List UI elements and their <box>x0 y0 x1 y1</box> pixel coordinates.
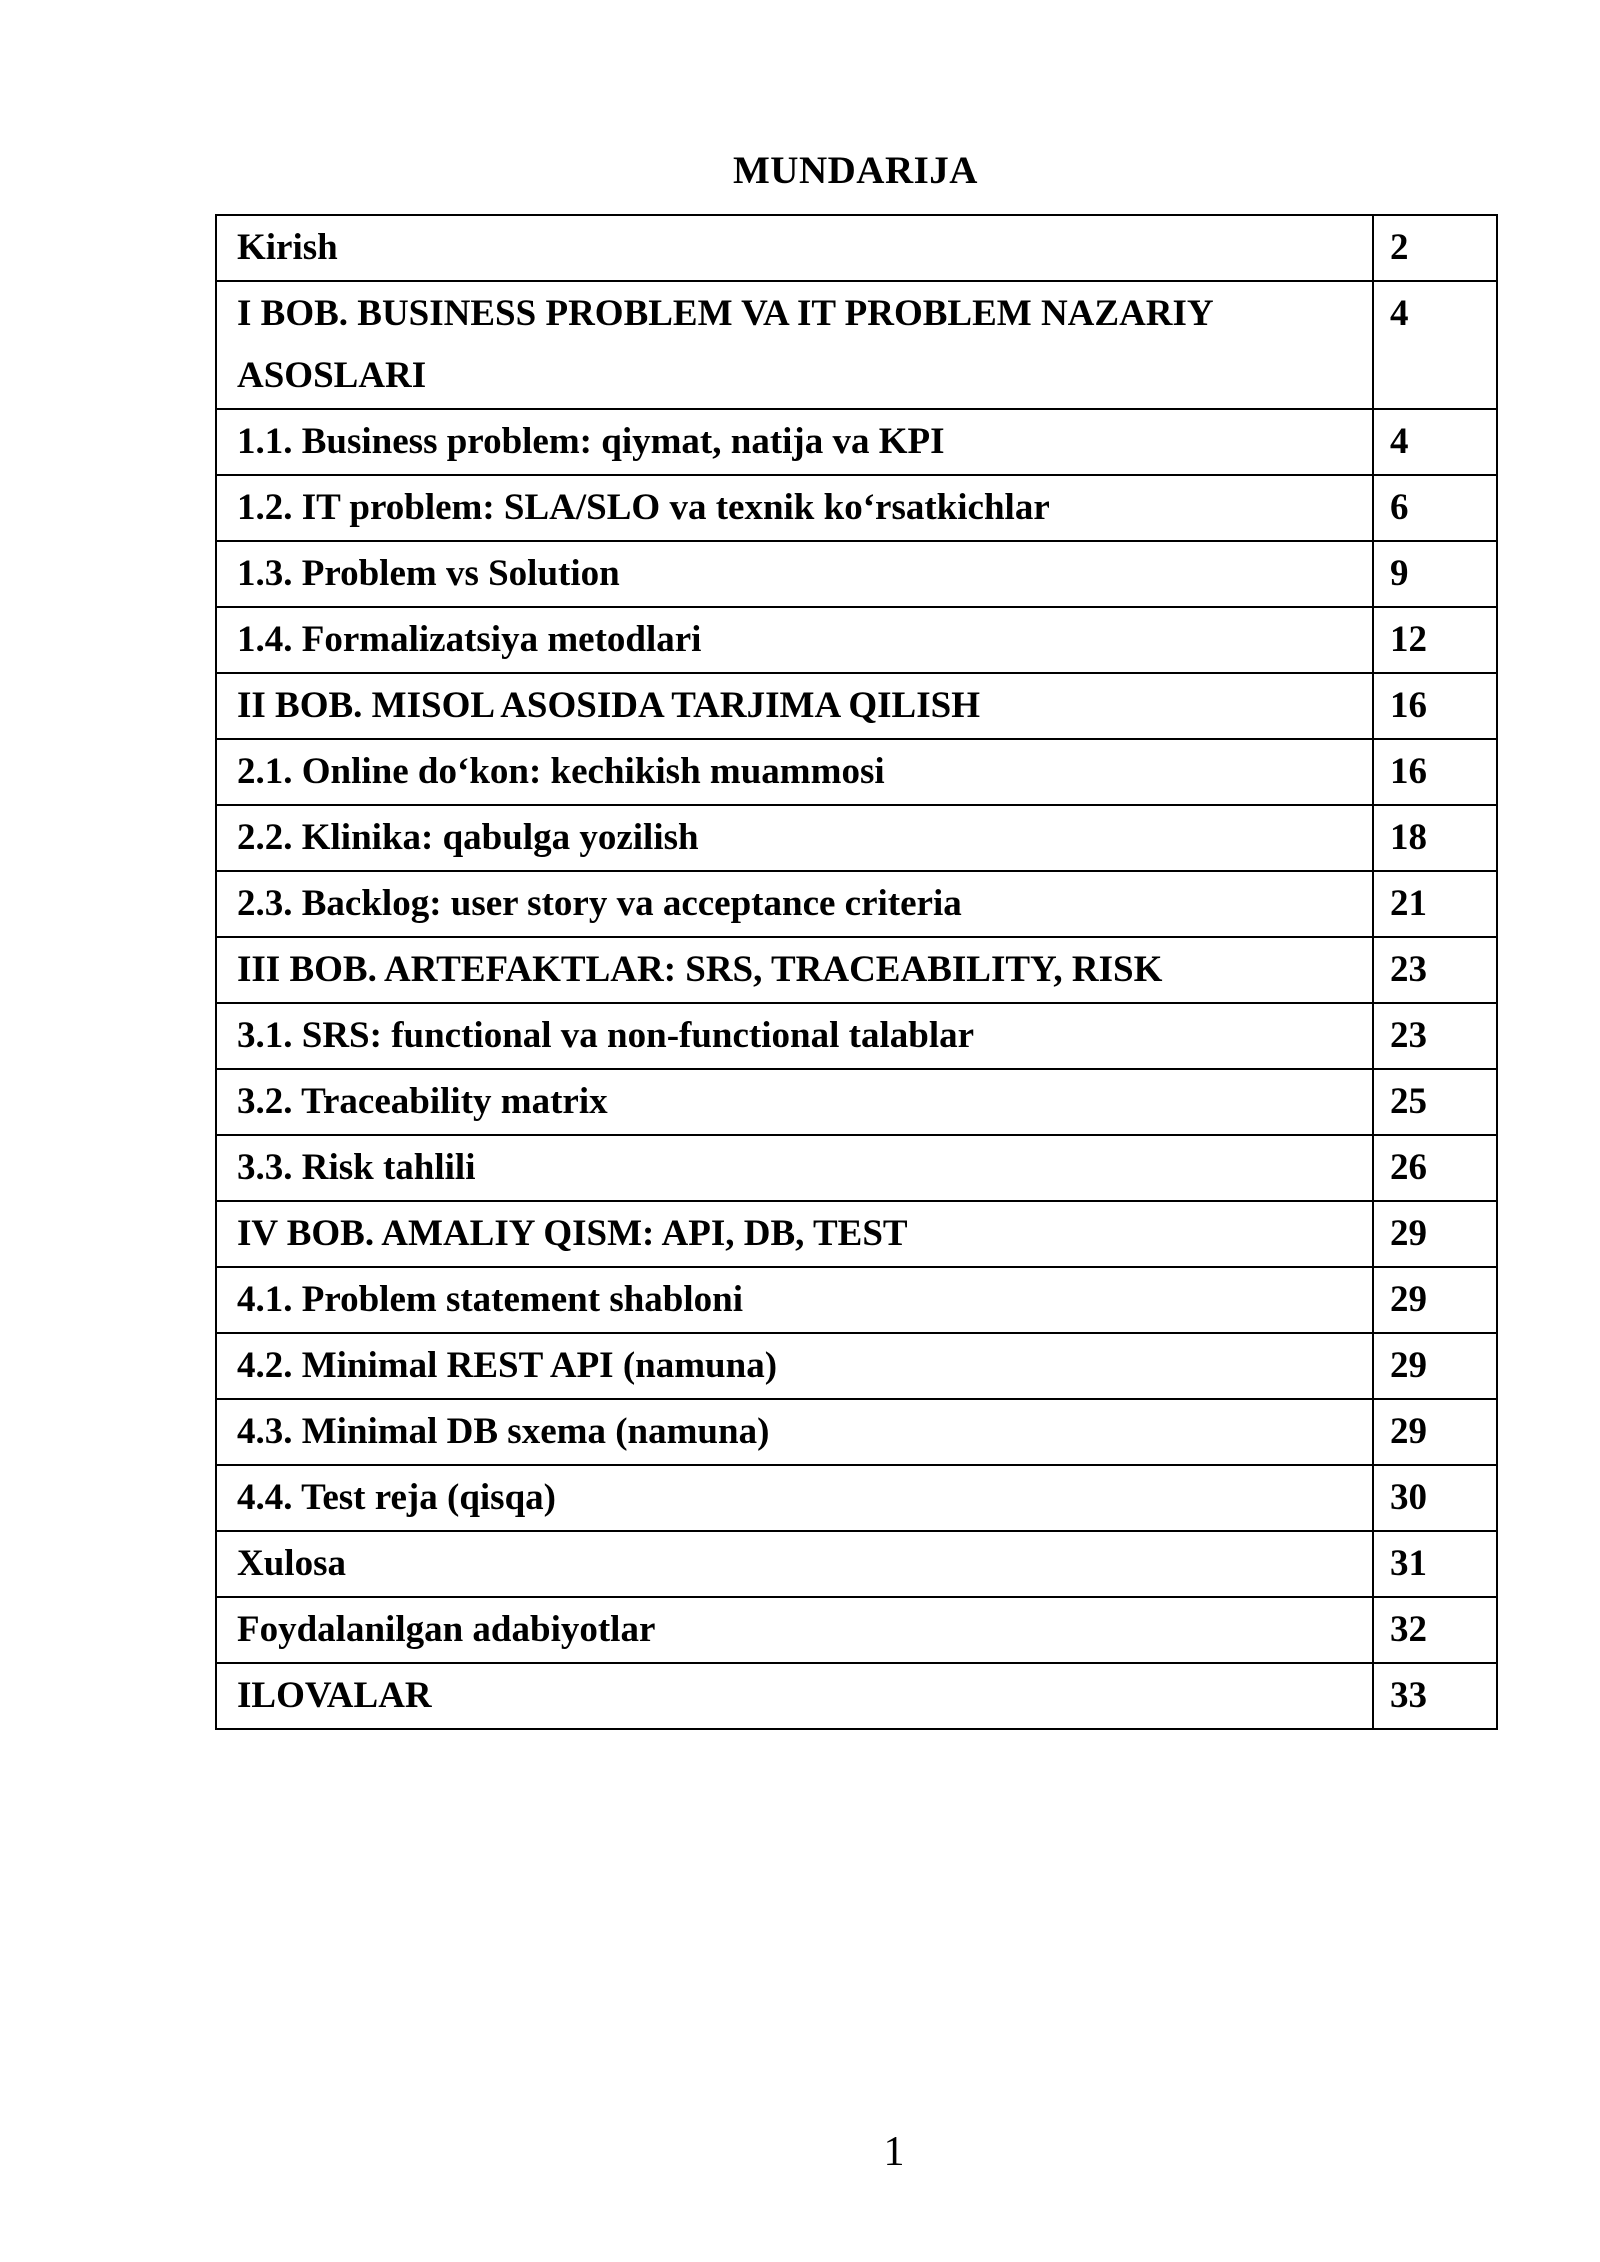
toc-entry-title: 1.2. IT problem: SLA/SLO va texnik ko‘rsatkichlar <box>216 475 1373 541</box>
toc-entry-page: 29 <box>1373 1333 1497 1399</box>
page-number: 1 <box>883 2129 905 2175</box>
toc-row <box>216 1069 1497 1135</box>
toc-entry-page: 29 <box>1373 1399 1497 1465</box>
toc-entry-page: 25 <box>1373 1069 1497 1135</box>
toc-entry-title: ILOVALAR <box>216 1663 1373 1729</box>
toc-entry-page: 4 <box>1373 409 1497 475</box>
toc-entry-title: 1.1. Business problem: qiymat, natija va KPI <box>216 409 1373 475</box>
toc-row <box>216 739 1497 805</box>
toc-entry-page: 6 <box>1373 475 1497 541</box>
toc-row <box>216 409 1497 475</box>
toc-entry-title: 3.3. Risk tahlili <box>216 1135 1373 1201</box>
page-title: MUNDARIJA <box>733 149 978 192</box>
toc-table-body <box>216 215 1497 1729</box>
toc-row <box>216 673 1497 739</box>
toc-row <box>216 1663 1497 1729</box>
toc-entry-title: Foydalanilgan adabiyotlar <box>216 1597 1373 1663</box>
toc-row <box>216 1399 1497 1465</box>
toc-entry-title: Xulosa <box>216 1531 1373 1597</box>
toc-entry-title: 4.4. Test reja (qisqa) <box>216 1465 1373 1531</box>
toc-entry-title: I BOB. BUSINESS PROBLEM VA IT PROBLEM NAZARIY ASOSLARI <box>216 281 1373 409</box>
toc-entry-title: 3.2. Traceability matrix <box>216 1069 1373 1135</box>
toc-entry-title: Kirish <box>216 215 1373 281</box>
toc-entry-page: 18 <box>1373 805 1497 871</box>
toc-entry-page: 30 <box>1373 1465 1497 1531</box>
toc-entry-page: 33 <box>1373 1663 1497 1729</box>
toc-row <box>216 1465 1497 1531</box>
toc-entry-page: 2 <box>1373 215 1497 281</box>
toc-entry-title: 1.4. Formalizatsiya metodlari <box>216 607 1373 673</box>
toc-row <box>216 937 1497 1003</box>
toc-entry-title: 1.3. Problem vs Solution <box>216 541 1373 607</box>
toc-entry-page: 9 <box>1373 541 1497 607</box>
toc-row <box>216 541 1497 607</box>
toc-entry-title: 2.1. Online do‘kon: kechikish muammosi <box>216 739 1373 805</box>
toc-entry-page: 29 <box>1373 1201 1497 1267</box>
toc-row <box>216 871 1497 937</box>
toc-entry-page: 32 <box>1373 1597 1497 1663</box>
toc-row <box>216 215 1497 281</box>
toc-row <box>216 805 1497 871</box>
toc-entry-title: 2.3. Backlog: user story va acceptance criteria <box>216 871 1373 937</box>
toc-entry-page: 23 <box>1373 937 1497 1003</box>
toc-row <box>216 1531 1497 1597</box>
toc-entry-page: 26 <box>1373 1135 1497 1201</box>
toc-entry-title: III BOB. ARTEFAKTLAR: SRS, TRACEABILITY, RISK <box>216 937 1373 1003</box>
toc-row <box>216 1597 1497 1663</box>
toc-row <box>216 1333 1497 1399</box>
toc-table <box>215 214 1498 1730</box>
toc-row <box>216 1201 1497 1267</box>
toc-entry-page: 31 <box>1373 1531 1497 1597</box>
toc-entry-title: 3.1. SRS: functional va non-functional talablar <box>216 1003 1373 1069</box>
toc-row <box>216 475 1497 541</box>
toc-entry-title: IV BOB. AMALIY QISM: API, DB, TEST <box>216 1201 1373 1267</box>
toc-entry-title: 2.2. Klinika: qabulga yozilish <box>216 805 1373 871</box>
toc-entry-page: 21 <box>1373 871 1497 937</box>
toc-row <box>216 1135 1497 1201</box>
toc-entry-page: 16 <box>1373 673 1497 739</box>
toc-row <box>216 281 1497 409</box>
toc-row <box>216 607 1497 673</box>
toc-entry-page: 4 <box>1373 281 1497 409</box>
toc-entry-title: 4.2. Minimal REST API (namuna) <box>216 1333 1373 1399</box>
toc-entry-page: 16 <box>1373 739 1497 805</box>
toc-row <box>216 1267 1497 1333</box>
toc-entry-page: 12 <box>1373 607 1497 673</box>
toc-entry-title: II BOB. MISOL ASOSIDA TARJIMA QILISH <box>216 673 1373 739</box>
toc-entry-page: 29 <box>1373 1267 1497 1333</box>
toc-entry-page: 23 <box>1373 1003 1497 1069</box>
toc-entry-title: 4.3. Minimal DB sxema (namuna) <box>216 1399 1373 1465</box>
toc-row <box>216 1003 1497 1069</box>
toc-entry-title: 4.1. Problem statement shabloni <box>216 1267 1373 1333</box>
